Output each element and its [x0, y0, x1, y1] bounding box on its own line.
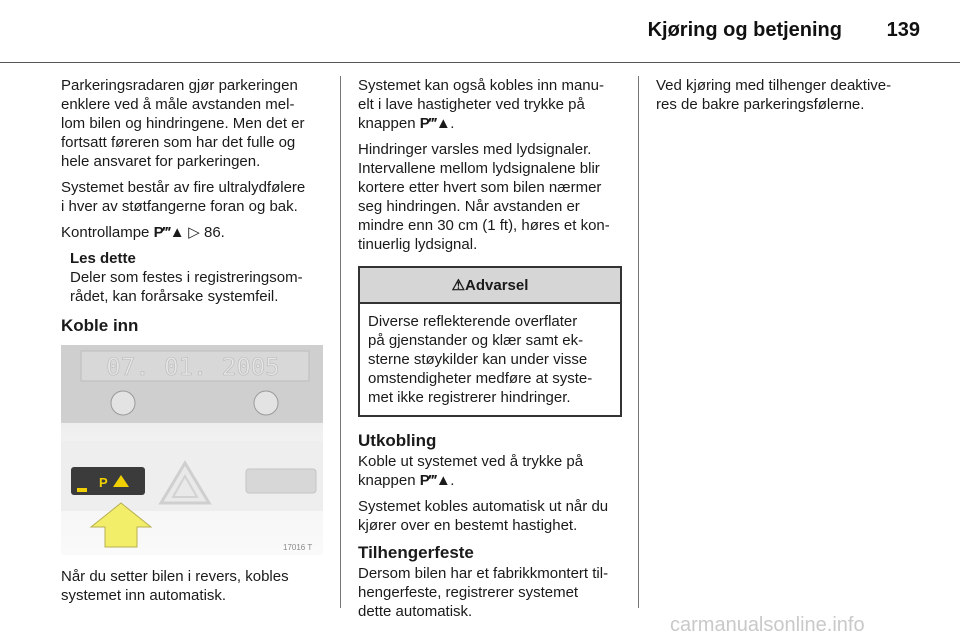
column-1: [61, 76, 336, 612]
column-2: [358, 76, 623, 628]
column-3: [656, 76, 926, 121]
left-knob-icon: [111, 391, 135, 415]
paragraph: Hindringer varsles med lydsignaler. Intervallene mellom lydsignalene blir kortere etter hvert som bilen nærmer seg hindringen. Når avstanden er mindre enn 30 cm (1 ft), høres et kon- tinuerlig lydsignal.: [358, 141, 610, 253]
parking-sensor-icon: P‴▲: [419, 472, 451, 489]
heading-utkobling: Utkobling: [358, 431, 437, 450]
warning-box: [358, 266, 622, 417]
paragraph: Systemet kobles automatisk ut når du kjører over en bestemt hastighet.: [358, 498, 609, 534]
note-title: Les dette: [70, 250, 136, 267]
svg-text:P: P: [99, 475, 108, 490]
paragraph: Systemet består av fire ultralydfølere i hver av støtfangerne foran og bak.: [61, 179, 306, 215]
warning-header: [360, 268, 620, 304]
parking-sensor-icon: P‴▲: [419, 115, 451, 132]
column-divider: [340, 76, 341, 608]
right-switch: [246, 469, 316, 493]
column-divider: [638, 76, 639, 608]
right-knob-icon: [254, 391, 278, 415]
paragraph: Når du setter bilen i revers, kobles systemet inn automatisk.: [61, 568, 289, 604]
paragraph: Ved kjøring med tilhenger deaktive- res de bakre parkeringsfølerne.: [656, 77, 892, 113]
paragraph: Kontrollampe P‴▲ ▷ 86.: [61, 224, 225, 241]
page-number: 139: [886, 19, 920, 41]
warning-body: Diverse reflekterende overflater på gjenstander og klær samt ek- sterne støykilder kan under visse omstendigheter medføre at syste- met ikke registrerer hindringer.: [368, 313, 593, 406]
paragraph: Dersom bilen har et fabrikkmontert til- hengerfeste, registrerer systemet dette automatisk.: [358, 565, 609, 620]
parking-sensor-icon: P‴▲: [153, 224, 185, 241]
heading-tilhengerfeste: Tilhengerfeste: [358, 543, 474, 562]
warning-title: Advarsel: [465, 277, 529, 294]
page-reference: ▷ 86.: [188, 224, 225, 241]
dashboard-figure: [61, 345, 323, 555]
note-box: [70, 249, 336, 306]
heading-koble-inn: Koble inn: [61, 316, 139, 335]
paragraph: Systemet kan også kobles inn manu- elt i lave hastigheter ved trykke på knappen P‴▲.: [358, 77, 604, 132]
watermark: carmanualsonline.info: [670, 614, 865, 636]
note-text: Deler som festes i registreringsom- rådet, kan forårsake systemfeil.: [70, 269, 303, 305]
paragraph: Parkeringsradaren gjør parkeringen enklere ved å måle avstanden mel- lom bilen og hindringene. Men det er fortsatt føreren som har det fulle og hele ansvaret for parkeringen.: [61, 77, 305, 170]
clock-display-text: 07. 01. 2005: [106, 353, 280, 381]
paragraph: Koble ut systemet ved å trykke på knappen P‴▲.: [358, 453, 584, 489]
page-title: Kjøring og betjening: [647, 19, 842, 41]
warning-icon: ⚠: [451, 277, 466, 294]
figure-code: 17016 T: [283, 543, 313, 552]
page-header: [0, 0, 960, 63]
